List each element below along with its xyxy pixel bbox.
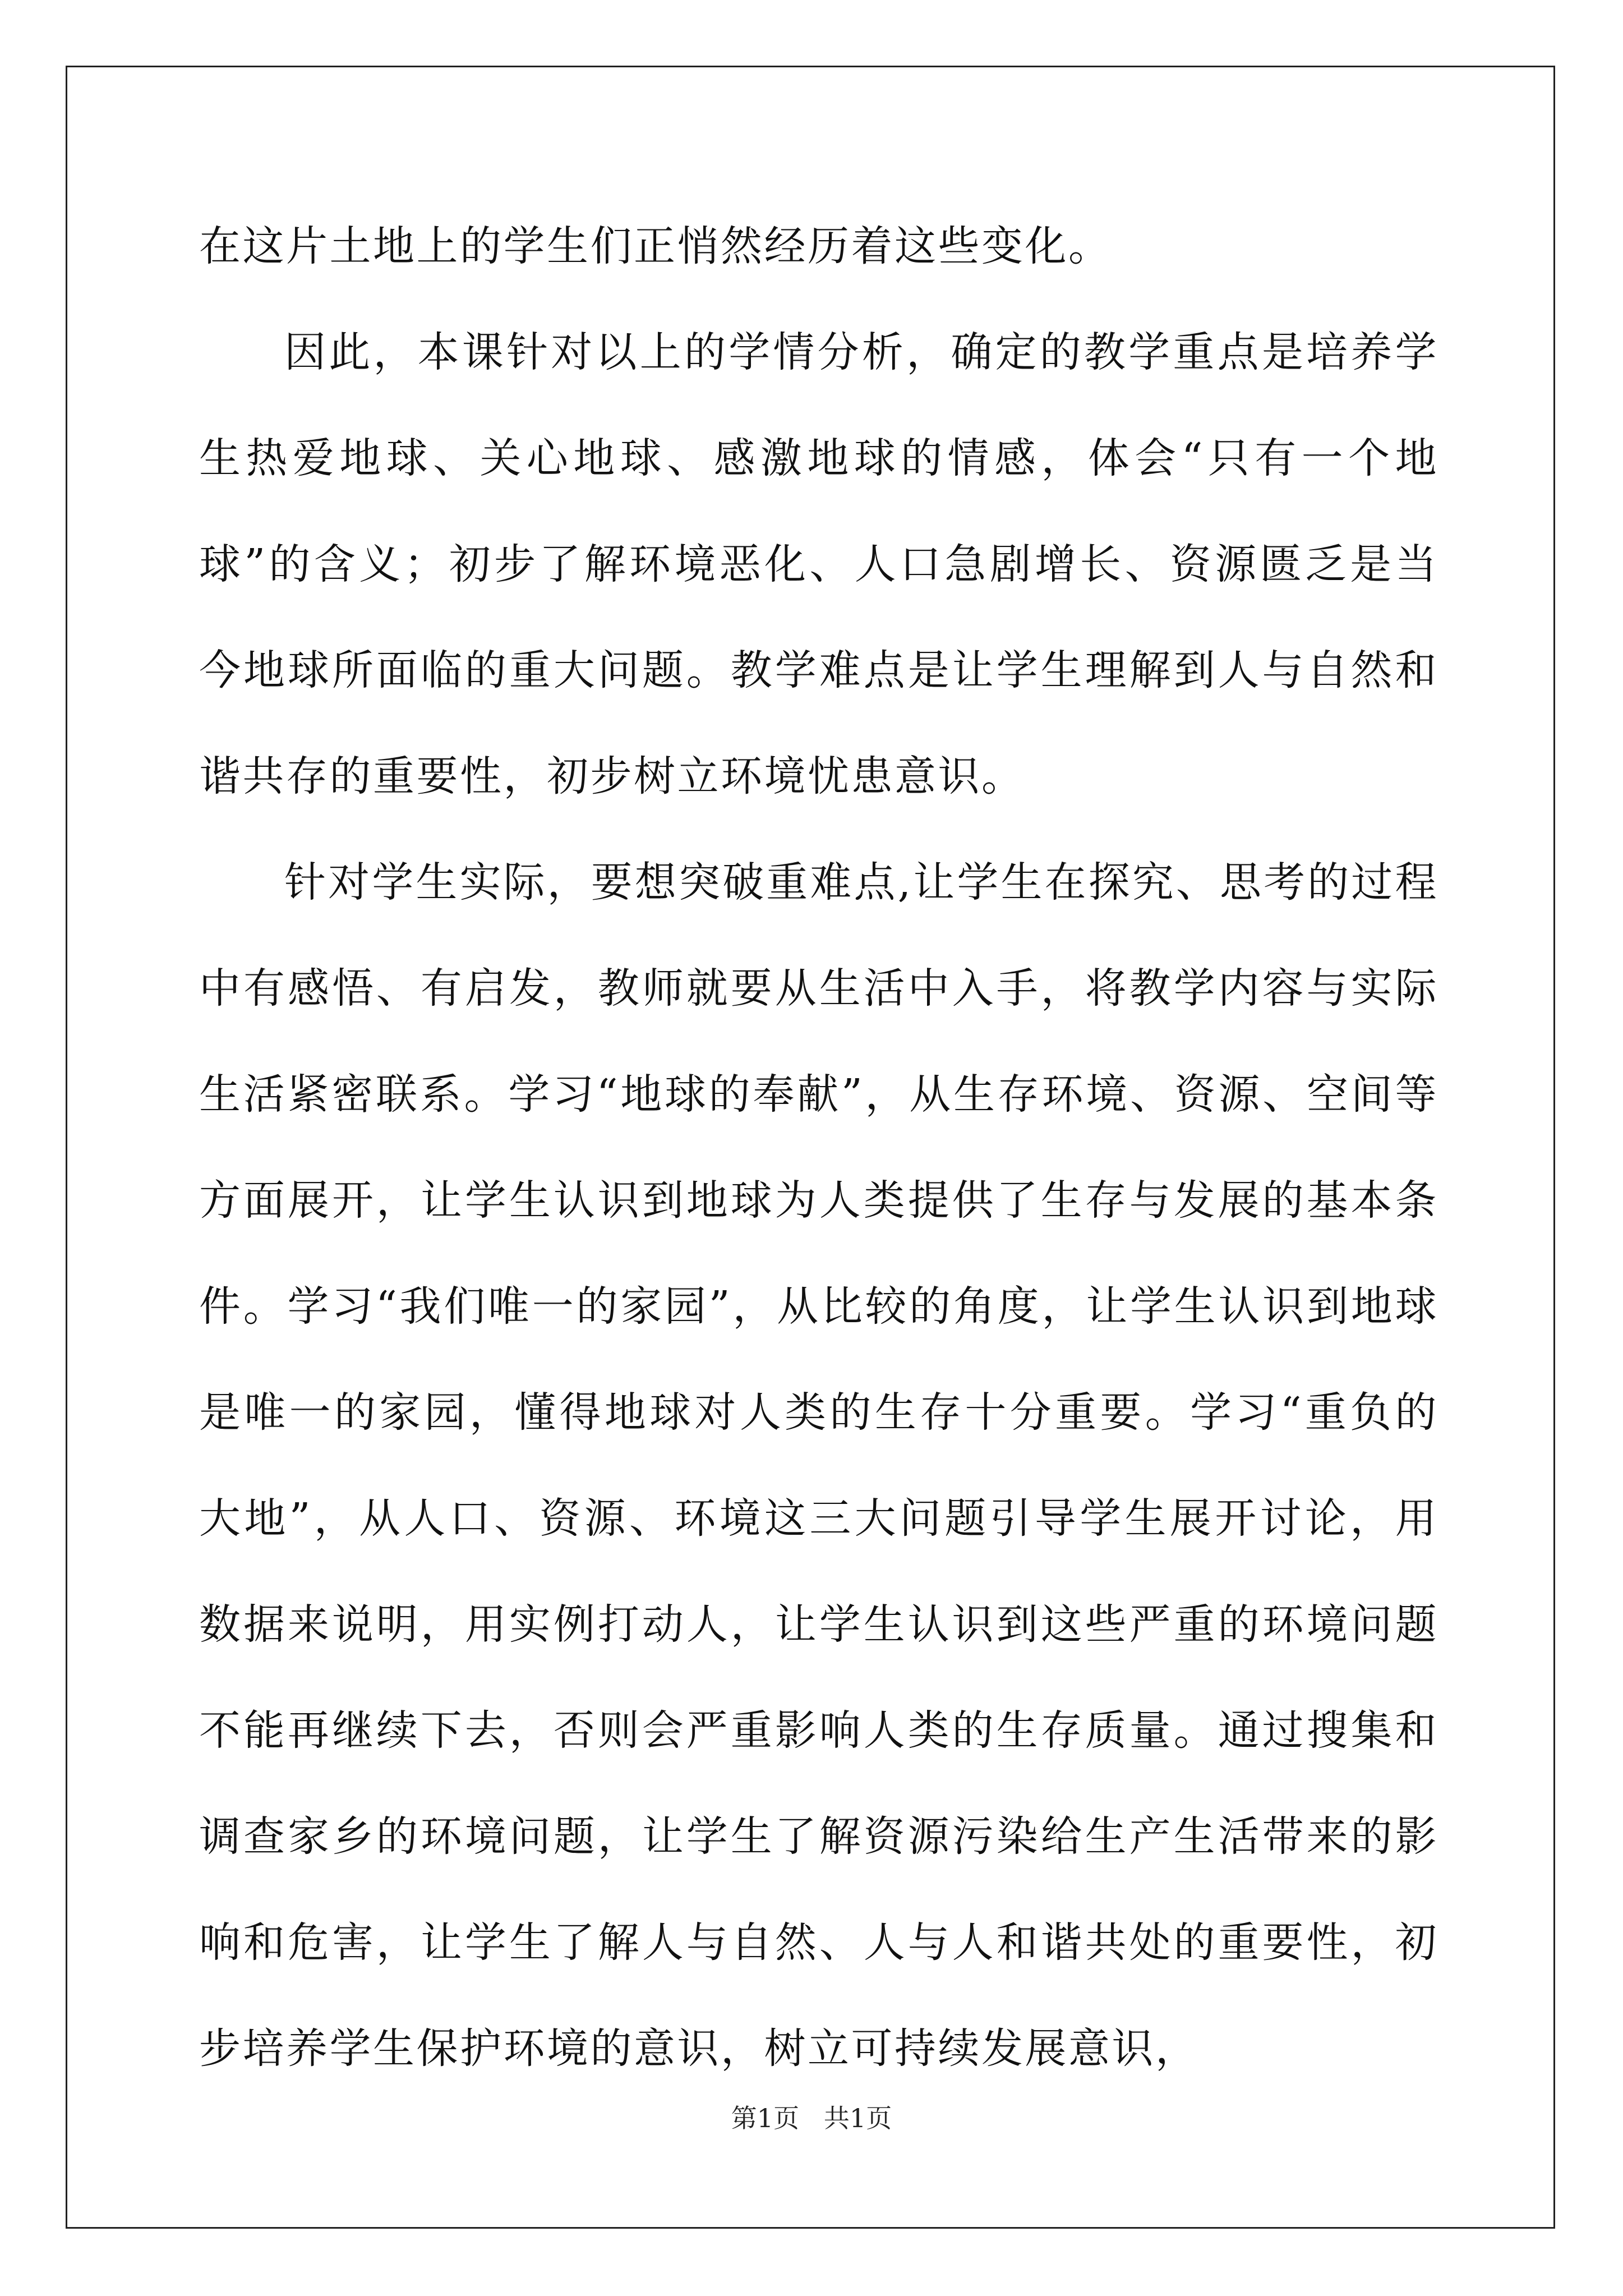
paragraph-3: 针对学生实际，要想突破重难点,让学生在探究、思考的过程中有感悟、有启发，教师就要从生活中入手，将教学内容与实际生活紧密联系。学习“地球的奉献”，从生存环境、资源、空间等方面展开，让学生认识到地球为人类提供了生存与发展的基本条件。学习“我们唯一的家园”，从比较的角度，让学生认识到地球是唯一的家园，懂得地球对人类的生存十分重要。学习“重负的大地”，从人口、资源、环境这三大问题引导学生展开讨论，用数据来说明，用实例打动人，让学生认识到这些严重的环境问题不能再继续下去，否则会严重影响人类的生存质量。通过搜集和调查家乡的环境问题，让学生了解资源污染给生产生活带来的影响和危害，让学生了解人与自然、人与人和谐共处的重要性，初步培养学生保护环境的意识，树立可持续发展意识， — [199, 858, 1438, 2073]
paragraph-1: 在这片土地上的学生们正悄然经历着这些变化。 — [199, 222, 1112, 270]
document-body — [199, 194, 1438, 2102]
page-number-footer: 第1页 共1页 — [731, 2103, 892, 2133]
paragraph-2: 因此，本课针对以上的学情分析，确定的教学重点是培养学生热爱地球、关心地球、感激地球的情感，体会“只有一个地球”的含义；初步了解环境恶化、人口急剧增长、资源匮乏是当今地球所面临的重大问题。教学难点是让学生理解到人与自然和谐共存的重要性，初步树立环境忧患意识。 — [199, 328, 1438, 800]
